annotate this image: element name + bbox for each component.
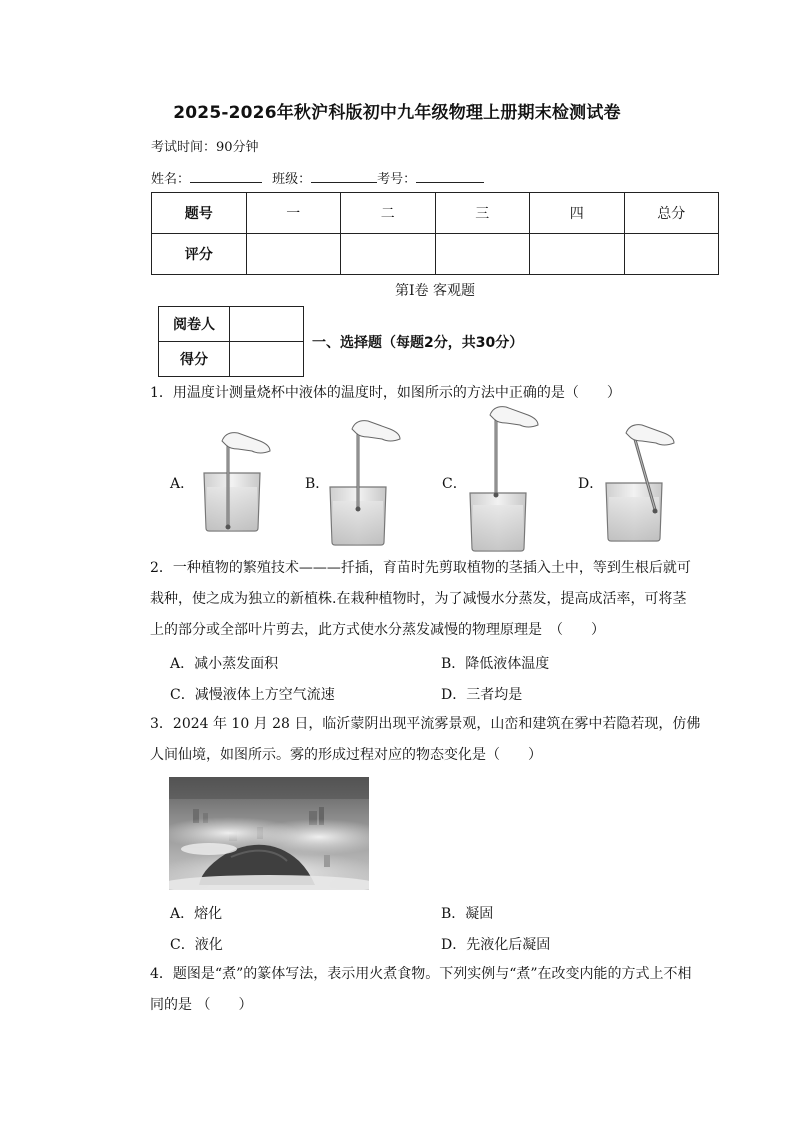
- score-cell-3[interactable]: [435, 234, 530, 275]
- section-heading: 第Ⅰ卷 客观题: [395, 283, 475, 299]
- score-cell-2[interactable]: [341, 234, 436, 275]
- beaker-b-icon: [330, 421, 400, 545]
- q2-option-a[interactable]: A．减小蒸发面积: [170, 656, 279, 672]
- number-blank[interactable]: [416, 168, 484, 183]
- beaker-d-icon: [606, 425, 674, 541]
- grader-table: [158, 306, 304, 377]
- name-label: 姓名：: [151, 172, 191, 187]
- score-col-4: 四: [530, 193, 625, 234]
- grader-cell[interactable]: [230, 307, 304, 342]
- q1-figure-label-b: B．: [305, 476, 330, 492]
- question-2: [150, 553, 722, 646]
- q3-option-c[interactable]: C．液化: [170, 937, 223, 953]
- score-col-total: 总分: [624, 193, 719, 234]
- score-col-3: 三: [435, 193, 530, 234]
- question-3: [150, 709, 722, 771]
- score-row-label: 评分: [152, 234, 247, 275]
- question-1-stem: 1．用温度计测量烧杯中液体的温度时，如图所示的方法中正确的是（ ）: [150, 385, 621, 401]
- q1-thermometer-figure: [160, 405, 680, 555]
- grader-score-cell[interactable]: [230, 342, 304, 377]
- question-3-line-1: 3．2024 年 10 月 28 日，临沂蒙阴出现平流雾景观，山峦和建筑在雾中若隐若现，仿佛: [150, 716, 701, 732]
- exam-title: 2025-2026年秋沪科版初中九年级物理上册期末检测试卷: [173, 103, 621, 123]
- question-4-line-2: 同的是 （ ）: [150, 997, 253, 1013]
- grader-label: 阅卷人: [159, 307, 230, 342]
- grader-score-label: 得分: [159, 342, 230, 377]
- q3-option-a[interactable]: A．熔化: [170, 906, 223, 922]
- score-col-2: 二: [341, 193, 436, 234]
- question-2-line-3: 上的部分或全部叶片剪去，此方式使水分蒸发减慢的物理原理是 （ ）: [150, 622, 605, 638]
- score-col-label: 题号: [152, 193, 247, 234]
- question-2-line-2: 栽种，使之成为独立的新植株.在栽种植物时，为了减慢水分蒸发，提高成活率，可将茎: [150, 591, 687, 607]
- q1-figure-label-d: D．: [578, 476, 604, 492]
- beaker-a-icon: [204, 433, 270, 531]
- score-col-1: 一: [246, 193, 341, 234]
- score-cell-1[interactable]: [246, 234, 341, 275]
- question-2-line-1: 2．一种植物的繁殖技术———扦插，育苗时先剪取植物的茎插入土中，等到生根后就可: [150, 560, 691, 576]
- exam-time: 考试时间：90分钟: [151, 140, 259, 155]
- number-label: 考号：: [377, 172, 417, 187]
- q2-option-c[interactable]: C．减慢液体上方空气流速: [170, 687, 335, 703]
- name-blank[interactable]: [190, 168, 262, 183]
- section1-title: 一、选择题（每题2分，共30分）: [312, 335, 524, 351]
- q2-option-b[interactable]: B．降低液体温度: [441, 656, 550, 672]
- class-blank[interactable]: [311, 168, 377, 183]
- question-3-line-2: 人间仙境，如图所示。雾的形成过程对应的物态变化是（ ）: [150, 747, 542, 763]
- question-4: [150, 959, 722, 1021]
- q3-option-d[interactable]: D．先液化后凝固: [441, 937, 551, 953]
- score-table-score-row: [152, 234, 719, 275]
- score-table: [151, 192, 719, 275]
- beaker-c-icon: [470, 407, 538, 551]
- student-info-line: [151, 168, 484, 187]
- score-cell-4[interactable]: [530, 234, 625, 275]
- score-cell-total[interactable]: [624, 234, 719, 275]
- fog-landscape-image: [169, 777, 369, 890]
- score-table-header-row: [152, 193, 719, 234]
- q1-figure-label-c: C．: [442, 476, 467, 492]
- q3-option-b[interactable]: B．凝固: [441, 906, 494, 922]
- q1-figure-label-a: A．: [170, 476, 195, 492]
- question-4-line-1: 4．题图是“煮”的篆体写法，表示用火煮食物。下列实例与“煮”在改变内能的方式上不相: [150, 966, 692, 982]
- q2-option-d[interactable]: D．三者均是: [441, 687, 523, 703]
- class-label: 班级：: [272, 172, 312, 187]
